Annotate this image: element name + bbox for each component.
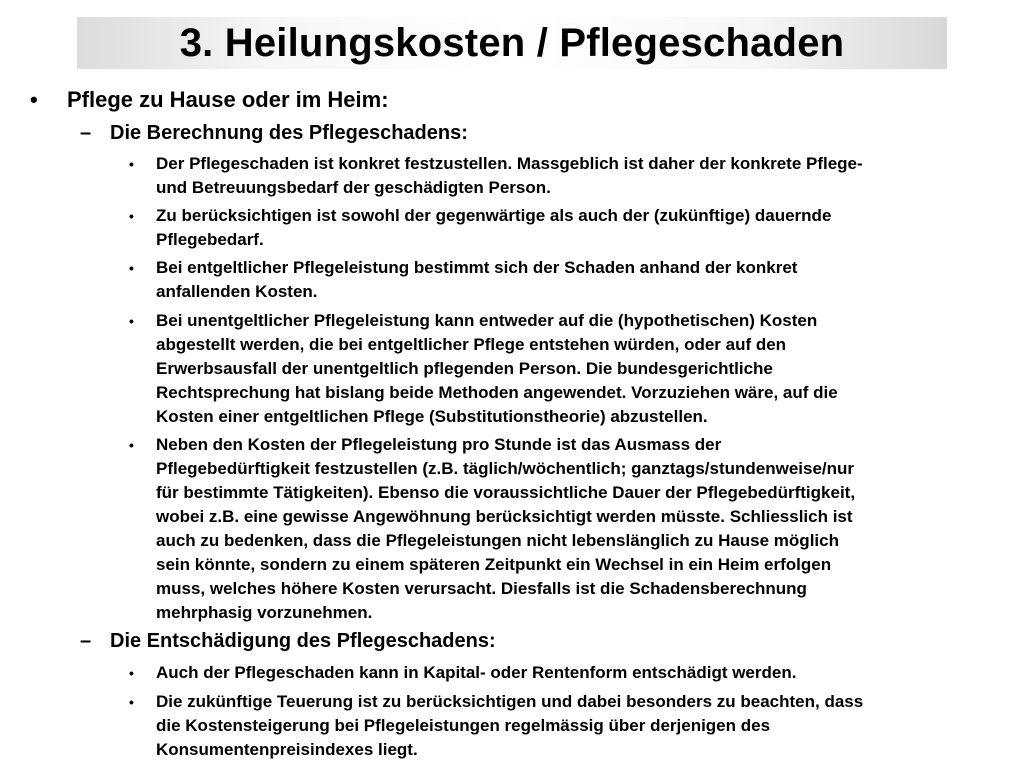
text-line: mehrphasig vorzunehmen. (156, 603, 373, 622)
list-item-text (156, 256, 1006, 304)
bullet-icon: • (129, 694, 134, 710)
text-line: Rechtsprechung hat bislang beide Methoden angewendet. Vorzuziehen wäre, auf die (156, 383, 838, 402)
text-line: sein könnte, sondern zu einem späteren Zeitpunkt ein Wechsel in ein Heim erfolgen (156, 555, 832, 574)
section-heading-text: Die Entschädigung des Pflegeschadens: (110, 630, 496, 652)
list-item-text (156, 433, 1006, 625)
list-item-text (156, 690, 1006, 762)
slide-title: 3. Heilungskosten / Pflegeschaden (179, 21, 845, 65)
text-line: Konsumentenpreisindexes liegt. (156, 740, 418, 759)
text-line: die Kostensteigerung bei Pflegeleistungen regelmässig über derjenigen des (156, 716, 771, 735)
text-line: Erwerbsausfall der unentgeltlich pflegenden Person. Die bundesgerichtliche (156, 359, 773, 378)
text-line: anfallenden Kosten. (156, 282, 318, 301)
text-line: muss, welches höhere Kosten verursacht. Diesfalls ist die Schadensberechnung (156, 579, 807, 598)
level1-text: Pflege zu Hause oder im Heim: (67, 87, 389, 112)
list-item-text (156, 309, 1006, 429)
bullet-icon: • (129, 208, 134, 224)
text-line: wobei z.B. eine gewisse Angewöhnung berücksichtigt werden müsste. Schliesslich ist (156, 507, 853, 526)
bullet-icon: • (129, 437, 134, 453)
list-item-text (156, 204, 1006, 252)
text-line: abgestellt werden, die bei entgeltlicher Pflege entstehen würden, oder auf den (156, 335, 787, 354)
list-item-text (156, 661, 1006, 685)
text-line: Kosten einer entgeltlichen Pflege (Substitutionstheorie) abzustellen. (156, 407, 708, 426)
bullet-icon: • (129, 665, 134, 681)
dash-icon: – (80, 122, 92, 144)
text-line: Pflegebedarf. (156, 230, 264, 249)
text-line: und Betreuungsbedarf der geschädigten Person. (156, 178, 551, 197)
bullet-icon: • (129, 260, 134, 276)
text-line: Neben den Kosten der Pflegeleistung pro Stunde ist das Ausmass der (156, 435, 722, 454)
slide-title-bar (77, 17, 947, 69)
text-line: Pflegebedürftigkeit festzustellen (z.B. täglich/wöchentlich; ganztags/stundenweise/nur (156, 459, 855, 478)
text-line: auch zu bedenken, dass die Pflegeleistungen nicht lebenslänglich zu Hause möglich (156, 531, 839, 550)
text-line: für bestimmte Tätigkeiten). Ebenso die voraussichtliche Dauer der Pflegebedürftigkeit, (156, 483, 856, 502)
bullet-icon: • (129, 156, 134, 172)
text-line: Zu berücksichtigen ist sowohl der gegenwärtige als auch der (zukünftige) dauernde (156, 206, 832, 225)
text-line: Bei unentgeltlicher Pflegeleistung kann entweder auf die (hypothetischen) Kosten (156, 311, 818, 330)
dash-icon: – (80, 630, 92, 652)
text-line: Der Pflegeschaden ist konkret festzustellen. Massgeblich ist daher der konkrete Pflege- (156, 154, 863, 173)
bullet-icon: • (129, 313, 134, 329)
section-heading-text: Die Berechnung des Pflegeschadens: (110, 122, 468, 144)
list-item-text (156, 152, 1006, 200)
text-line: Bei entgeltlicher Pflegeleistung bestimmt sich der Schaden anhand der konkret (156, 258, 798, 277)
text-line: Die zukünftige Teuerung ist zu berücksichtigen und dabei besonders zu beachten, dass (156, 692, 864, 711)
text-line: Auch der Pflegeschaden kann in Kapital- oder Rentenform entschädigt werden. (156, 663, 797, 682)
bullet-icon: • (30, 87, 38, 112)
